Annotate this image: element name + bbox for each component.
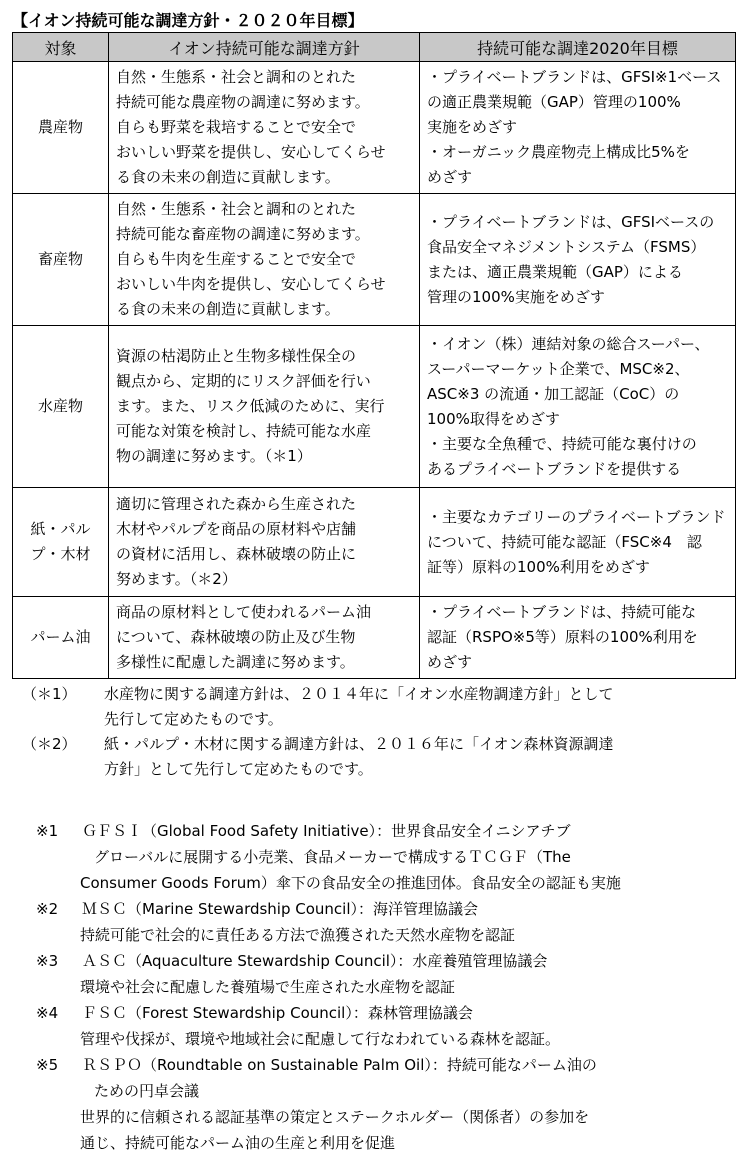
definition-mark: ※5 (36, 1056, 59, 1074)
target-cell-line: 100%取得をめざす (427, 409, 560, 428)
target-cell-line: 認証（RSPO※5等）原料の100%利用を (427, 628, 698, 646)
policy-cell-line: 努めます。（＊2） (116, 570, 237, 588)
footnote-line: 紙・パルプ・木材に関する調達方針は、２０１６年に「イオン森林資源調達 (104, 735, 614, 753)
category-cell (13, 62, 109, 194)
footnotes (22, 682, 734, 782)
table-header-row (13, 33, 736, 62)
footnote (22, 682, 734, 732)
definition-mark: ※1 (36, 822, 59, 840)
definition-term: ＡＳＣ（Aquaculture Stewardship Council）：水産養殖管理協議会 (82, 952, 548, 970)
policy-cell (109, 194, 420, 326)
target-cell-line: スーパーマーケット企業で、MSC※2、 (427, 359, 690, 378)
category-cell (13, 194, 109, 326)
policy-cell-line: おいしい牛肉を提供し、安心してくらせ (116, 275, 386, 293)
footnote-line: 先行して定めたものです。 (104, 710, 283, 728)
policy-cell-line: 持続可能な畜産物の調達に努めます。 (116, 225, 370, 243)
target-cell-line: めざす (427, 653, 473, 671)
definition-heading (36, 818, 736, 844)
definition-line: グローバルに展開する小売業、食品メーカーで構成するＴＣＧＦ（The (94, 848, 571, 866)
footnote-line: 方針」として先行して定めたものです。 (104, 760, 373, 778)
definition-mark: ※2 (36, 900, 59, 918)
category-cell-line: 水産物 (37, 397, 83, 415)
policy-cell-line: 木材やパルプを商品の原材料や店舗 (116, 520, 357, 538)
definition-line: 管理や伐採が、環境や地域社会に配慮して行なわれている森林を認証。 (80, 1030, 561, 1048)
table-row (13, 62, 736, 194)
definition-line: Consumer Goods Forum）傘下の食品安全の推進団体。食品安全の認証も実施 (80, 874, 621, 892)
policy-cell-line: 自らも野菜を栽培することで安全で (116, 118, 357, 136)
definition-mark: ※4 (36, 1004, 59, 1022)
definition-line: 通じ、持続可能なパーム油の生産と利用を促進 (80, 1134, 396, 1152)
target-cell (420, 326, 736, 488)
footnote-line: 水産物に関する調達方針は、２０１４年に「イオン水産物調達方針」として (104, 685, 614, 703)
target-cell-line: ・プライベートブランドは、GFSI※1ベース (427, 68, 722, 86)
definition-term: ＭＳＣ（Marine Stewardship Council）：海洋管理協議会 (82, 900, 479, 918)
footnote-body (104, 682, 734, 732)
definition-line: 世界的に信頼される認証基準の策定とステークホルダー（関係者）の参加を (80, 1108, 590, 1126)
definitions (36, 818, 736, 1156)
policy-cell-line: 適切に管理された森から生産された (116, 495, 357, 513)
table-row (13, 597, 736, 679)
policy-cell-line: 観点から、定期的にリスク評価を行い (116, 372, 371, 390)
target-cell-line: ASC※3 の流通・加工認証（CoC）の (427, 384, 680, 403)
category-cell-line: パーム油 (30, 628, 91, 646)
target-cell (420, 488, 736, 597)
target-cell-line: または、適正農業規範（GAP）による (427, 262, 683, 281)
policy-cell-line: 資源の枯渇防止と生物多様性保全の (116, 347, 357, 365)
policy-cell-line: 自然・生態系・社会と調和のとれた (116, 68, 357, 86)
definition-heading (36, 896, 736, 922)
policy-cell-line: の資材に活用し、森林破壊の防止に (116, 545, 357, 563)
target-cell-line: ・プライベートブランドは、持続可能な (427, 603, 697, 621)
definition-heading (36, 1052, 736, 1078)
target-cell-line: 食品安全マネジメントシステム（FSMS） (427, 237, 706, 256)
definition-line: 持続可能で社会的に責任ある方法で漁獲された天然水産物を認証 (80, 926, 516, 944)
target-cell-line: ・オーガニック農産物売上構成比5%を (427, 143, 690, 161)
definition-heading (36, 1000, 736, 1026)
policy-cell-line: 物の調達に努めます。（＊1） (116, 447, 312, 465)
policy-cell-line: 自然・生態系・社会と調和のとれた (116, 200, 357, 218)
policy-cell-line: る食の未来の創造に貢献します。 (116, 300, 340, 318)
policy-cell-line: ます。また、リスク低減のために、実行 (116, 397, 385, 415)
target-cell-line: あるプライベートブランドを提供する (427, 459, 682, 478)
definition-term: ＲＳＰＯ（Roundtable on Sustainable Palm Oil）：持続可能なパーム油の (82, 1056, 597, 1074)
target-cell (420, 597, 736, 679)
target-cell-line: 管理の100%実施をめざす (427, 287, 605, 306)
target-cell-line: ・主要な全魚種で、持続可能な裏付けの (427, 434, 697, 453)
table-row (13, 194, 736, 326)
definition-mark: ※3 (36, 952, 59, 970)
category-cell (13, 326, 109, 488)
definition-line: ための円卓会議 (94, 1082, 200, 1100)
target-cell-line: について、持続可能な認証（FSC※4 認 (427, 532, 702, 551)
target-cell-line: ・主要なカテゴリーのプライベートブランド (427, 507, 726, 526)
target-cell-line: 証等）原料の100%利用をめざす (427, 557, 650, 576)
policy-cell (109, 62, 420, 194)
policy-cell-line: 自らも牛肉を生産することで安全で (116, 250, 357, 268)
policy-cell-line: る食の未来の創造に貢献します。 (116, 168, 340, 186)
footnote-mark: （＊2） (22, 735, 77, 753)
policy-cell-line: おいしい野菜を提供し、安心してくらせ (116, 143, 386, 161)
target-cell-line: 実施をめざす (427, 118, 518, 136)
table-row (13, 326, 736, 488)
policy-cell (109, 488, 420, 597)
target-cell-line: の適正農業規範（GAP）管理の100% (427, 93, 681, 111)
target-cell-line: めざす (427, 168, 473, 186)
document-title: 【イオン持続可能な調達方針・２０２０年目標】 (12, 11, 364, 30)
header-procurement-policy: イオン持続可能な調達方針 (109, 33, 420, 62)
category-cell (13, 597, 109, 679)
policy-cell-line: 商品の原材料として使われるパーム油 (116, 603, 372, 621)
target-cell-line: ・イオン（株）連結対象の総合スーパー、 (427, 334, 710, 353)
definition-line: 環境や社会に配慮した養殖場で生産された水産物を認証 (80, 978, 456, 996)
category-cell-line: プ・木材 (30, 545, 91, 563)
policy-cell (109, 326, 420, 488)
table-row (13, 488, 736, 597)
footnote (22, 732, 734, 782)
policy-cell-line: 可能な対策を検討し、持続可能な水産 (116, 422, 372, 440)
category-cell-line: 畜産物 (37, 250, 83, 268)
policy-cell-line: 持続可能な農産物の調達に努めます。 (116, 93, 370, 111)
category-cell-line: 紙・パル (30, 520, 91, 538)
target-cell-line: ・プライベートブランドは、GFSIベースの (427, 212, 715, 231)
target-cell (420, 194, 736, 326)
target-cell (420, 62, 736, 194)
policy-cell-line: について、森林破壊の防止及び生物 (116, 628, 356, 646)
definition-term: ＧＦＳＩ（Global Food Safety Initiative）：世界食品安全イニシアチブ (82, 822, 571, 840)
procurement-policy-table (12, 32, 736, 679)
definition-heading (36, 948, 736, 974)
category-cell (13, 488, 109, 597)
footnote-body (104, 732, 734, 782)
definition-term: ＦＳＣ（Forest Stewardship Council）：森林管理協議会 (82, 1004, 473, 1022)
header-target-category: 対象 (13, 33, 109, 62)
header-2020-target: 持続可能な調達2020年目標 (420, 33, 736, 62)
policy-cell (109, 597, 420, 679)
policy-cell-line: 多様性に配慮した調達に努めます。 (116, 653, 355, 671)
category-cell-line: 農産物 (37, 118, 83, 136)
footnote-mark: （＊1） (22, 685, 77, 703)
